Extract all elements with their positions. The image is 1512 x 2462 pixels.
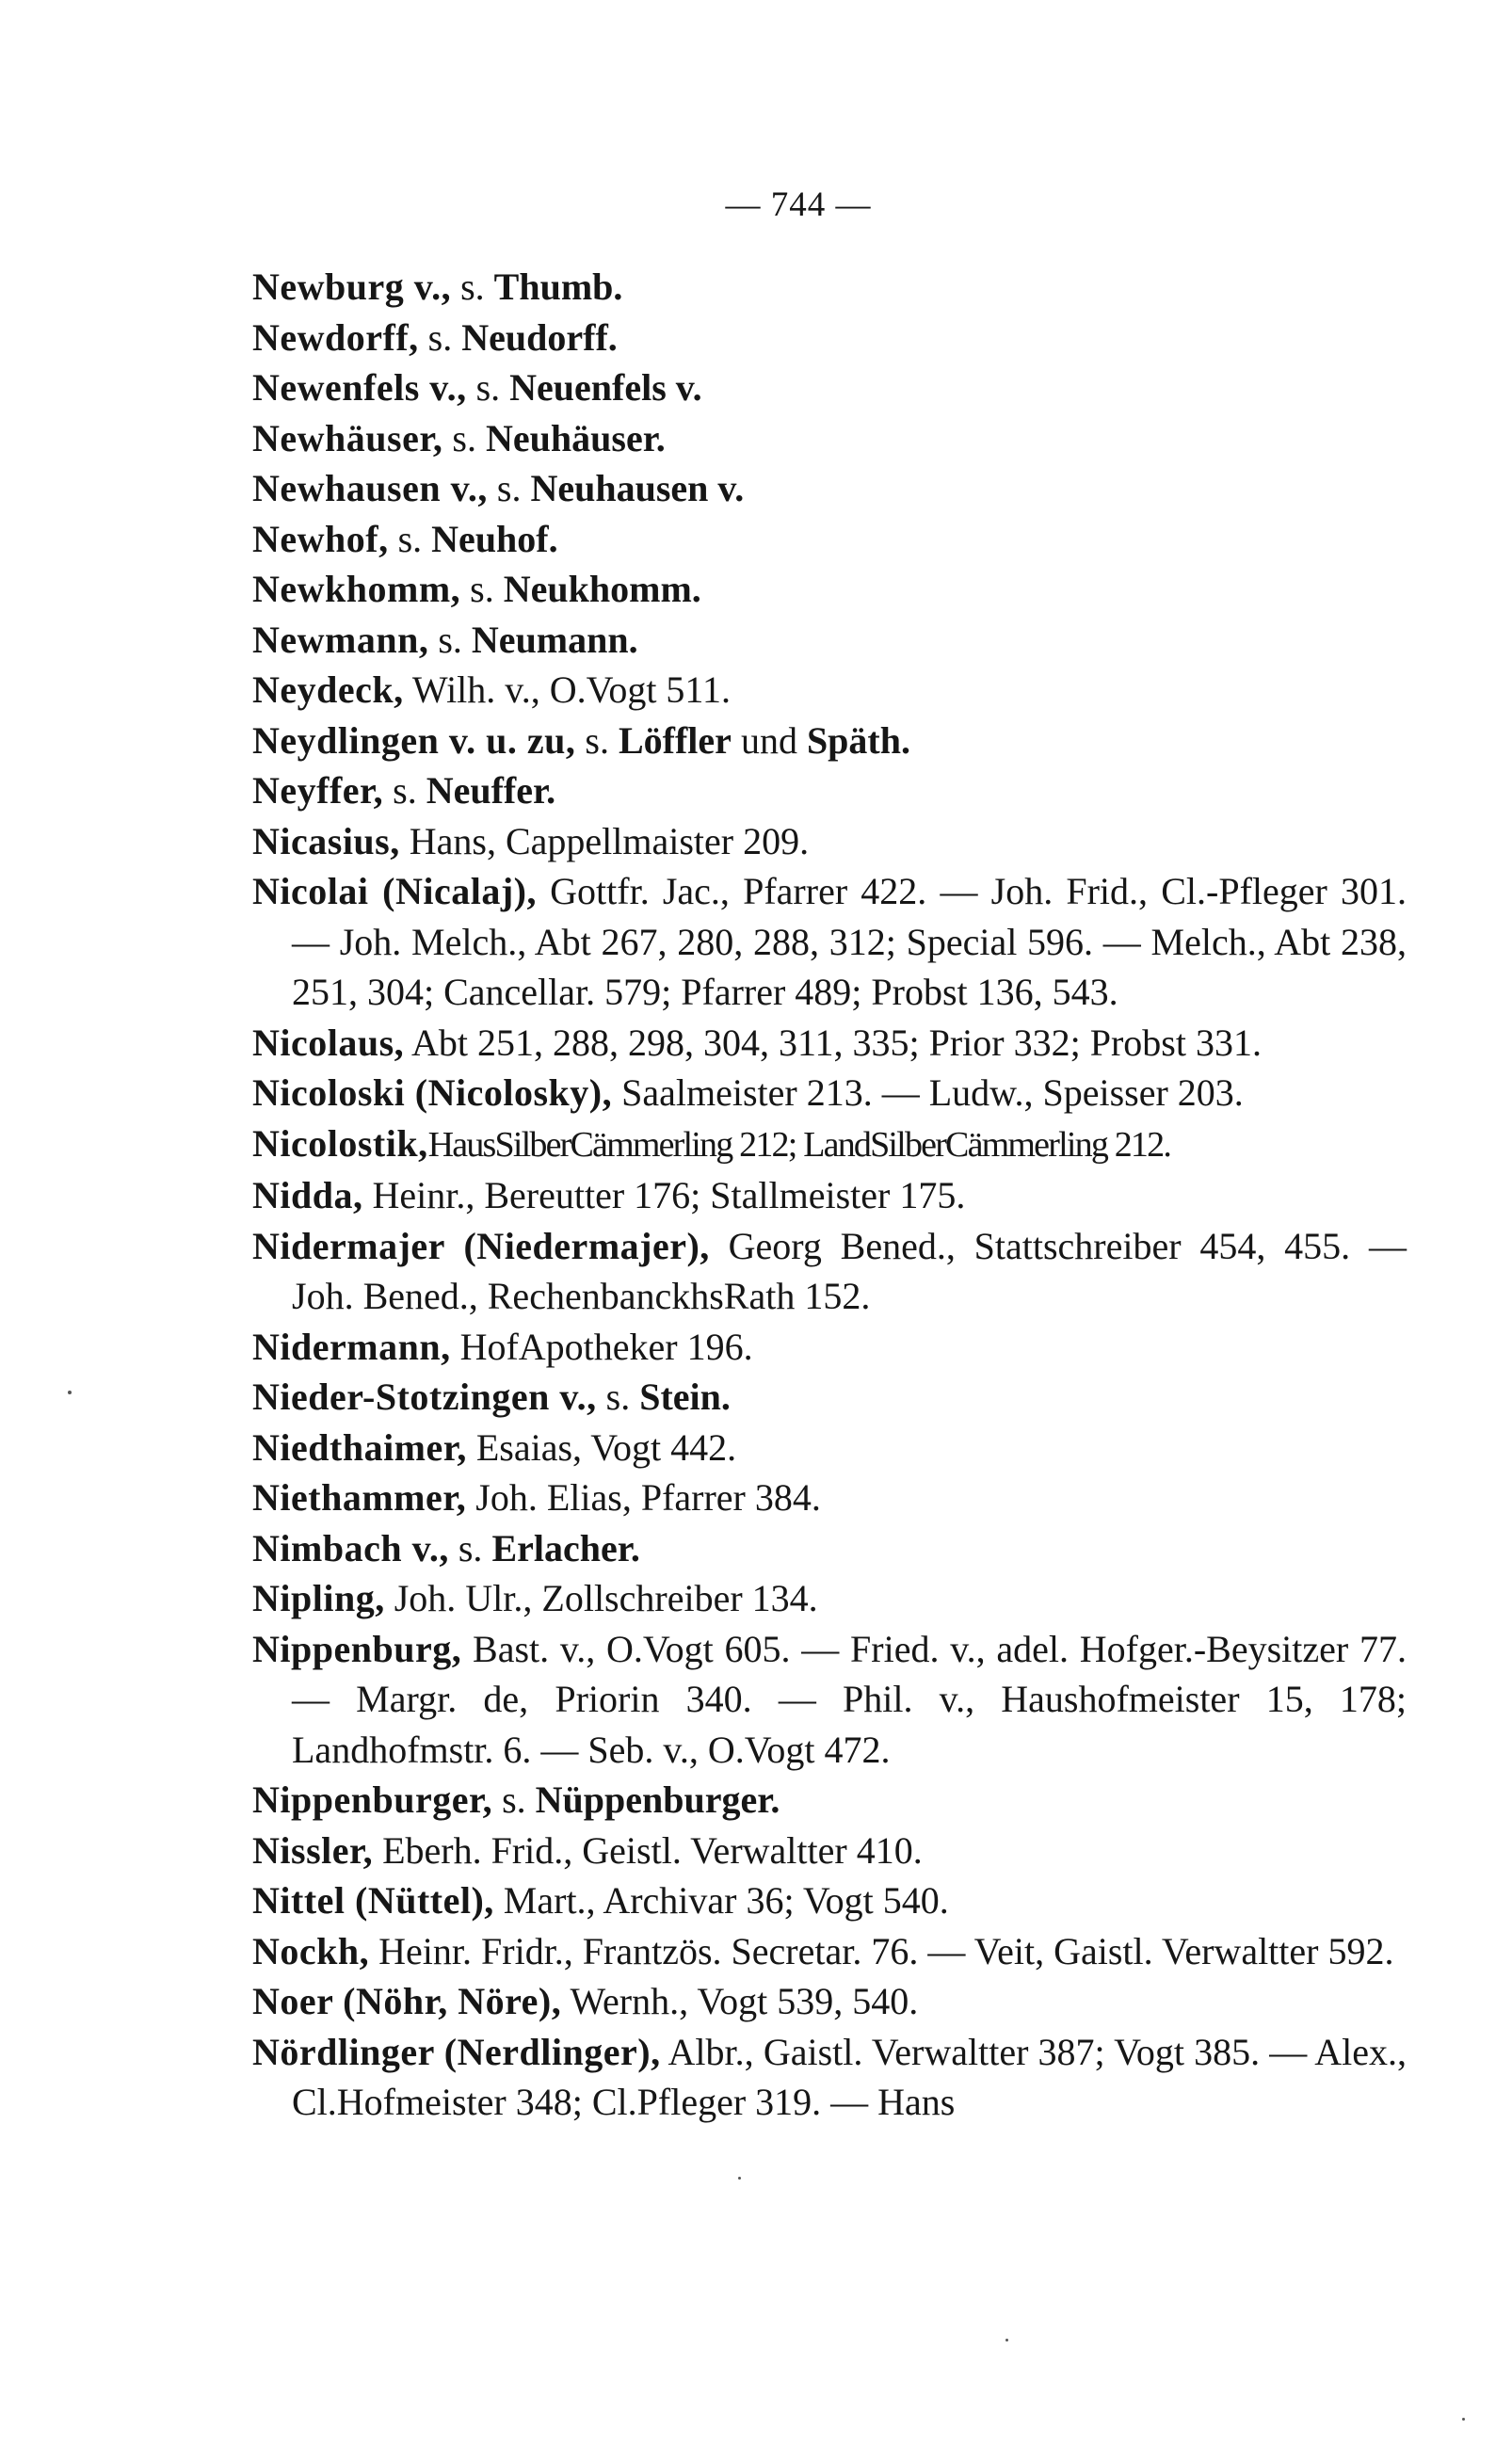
index-entry (252, 1523, 1407, 1574)
entry-headword: Nidda, (252, 1174, 363, 1216)
index-entry (252, 463, 1407, 514)
entry-headword: Newhof, (252, 517, 389, 560)
index-entry (252, 413, 1407, 464)
index-entry (252, 866, 1407, 1018)
entry-cross-reference: Neuhäuser. (486, 416, 666, 459)
index-entry (252, 816, 1407, 867)
entry-headword: Nicolai (Nicalaj), (252, 870, 537, 912)
entry-details: Hans, Cappellmaister 209. (399, 819, 810, 862)
entry-headword: Nicasius, (252, 819, 400, 862)
index-entry (252, 1221, 1407, 1322)
index-entry (252, 564, 1407, 615)
entry-see-marker: s. (428, 618, 472, 661)
entry-details: HofApotheker 196. (450, 1325, 753, 1368)
index-entry (252, 1775, 1407, 1826)
index-entry (252, 615, 1407, 666)
entry-see-marker: s. (487, 467, 531, 509)
entry-headword: Nicolaus, (252, 1021, 405, 1064)
index-entry (252, 362, 1407, 413)
entry-see-marker: s. (460, 568, 504, 610)
index-entry (252, 1976, 1407, 2027)
entry-headword: Nidermajer (Niedermajer), (252, 1224, 710, 1267)
entry-details: Mart., Archivar 36; Vogt 540. (493, 1879, 949, 1922)
entry-headword: Nicoloski (Nicolosky), (252, 1071, 613, 1114)
entry-cross-reference: Thumb. (493, 266, 623, 308)
index-entry (252, 1472, 1407, 1523)
entry-cross-reference: Neukhomm. (503, 568, 701, 610)
entry-cross-reference: Neudorff. (461, 315, 618, 359)
print-speck (68, 1391, 72, 1394)
entry-details: HausSilberCämmerling 212; LandSilberCämmerling 212. (427, 1124, 1171, 1165)
entry-details: Georg Bened., Stattschreiber 454, 455. — Joh. Bened., RechenbanckhsRath 152. (292, 1224, 1407, 1317)
entry-cross-reference: Neuhof. (431, 517, 558, 560)
entry-cross-reference: Löffler (618, 718, 732, 762)
entry-headword: Nördlinger (Nerdlinger), (252, 2030, 661, 2073)
index-entry (252, 1118, 1407, 1171)
index-entry (252, 665, 1407, 716)
print-speck (1005, 2339, 1008, 2341)
entry-details: Saalmeister 213. — Ludw., Speisser 203. (612, 1071, 1244, 1114)
entry-see-marker: s. (492, 1778, 536, 1821)
entry-details: Esaias, Vogt 442. (466, 1425, 737, 1469)
entry-headword: Newhäuser, (252, 416, 443, 459)
entry-see-marker: s. (466, 366, 510, 409)
entry-headword: Neydeck, (252, 668, 404, 711)
entry-headword: Noer (Nöhr, Nöre), (252, 1980, 562, 2022)
entry-headword: Nippenburg, (252, 1627, 462, 1670)
entry-details: Eberh. Frid., Geistl. Verwaltter 410. (373, 1828, 923, 1872)
entry-headword: Newhausen v., (252, 467, 488, 509)
index-entry (252, 1372, 1407, 1423)
entry-headword: Newburg v., (252, 266, 452, 308)
entry-see-marker: s. (418, 315, 462, 359)
print-speck (1462, 2418, 1465, 2421)
index-entry (252, 1875, 1407, 1926)
entry-headword: Nippenburger, (252, 1778, 493, 1821)
entry-headword: Nissler, (252, 1828, 374, 1872)
entry-details: Albr., Gaistl. Verwaltter 387; Vogt 385. — Alex., Cl.Hofmeister 348; Cl.Pfleger 319. — Hans (292, 2030, 1407, 2123)
entry-headword: Nittel (Nüttel), (252, 1879, 494, 1922)
entry-headword: Nipling, (252, 1577, 385, 1619)
index-entry (252, 1170, 1407, 1221)
index-entry (252, 514, 1407, 565)
entry-see-marker: s. (451, 266, 494, 308)
entry-headword: Nidermann, (252, 1325, 451, 1368)
index-entry (252, 313, 1407, 363)
entry-details: Joh. Elias, Pfarrer 384. (466, 1476, 821, 1519)
index-entry (252, 1423, 1407, 1473)
entry-see-marker: s. (596, 1376, 640, 1418)
entry-cross-reference: Späth. (806, 718, 910, 762)
entry-details: Bast. v., O.Vogt 605. — Fried. v., adel. Hofger.-Beysitzer 77. — Margr. de, Priorin 340. — Phil. v., Haushofmeister 15, 178; Landhofmstr. 6. — Seb. v., O.Vogt 472. (292, 1627, 1407, 1771)
entry-see-marker: s. (388, 517, 432, 560)
entry-see-marker: s. (448, 1526, 492, 1569)
entry-cross-reference: Neumann. (471, 618, 638, 661)
page-number: — 744 — (725, 185, 872, 224)
entry-headword: Neyffer, (252, 769, 384, 812)
entry-headword: Neydlingen v. u. zu, (252, 718, 576, 762)
index-entry (252, 1826, 1407, 1876)
entry-headword: Nicolostik, (252, 1121, 428, 1165)
index-entry (252, 1068, 1407, 1118)
index-entry (252, 765, 1407, 816)
entry-see-marker: s. (383, 769, 426, 812)
entry-details: Gottfr. Jac., Pfarrer 422. — Joh. Frid., Cl.-Pfleger 301. — Joh. Melch., Abt 267, 280, 288, 312; Special 596. — Melch., Abt 238, 251, 304; Cancellar. 579; Pfarrer 489; Probst 136, 543. (292, 870, 1407, 1013)
index-entry (252, 1926, 1407, 1977)
entry-headword: Niethammer, (252, 1476, 467, 1519)
entry-details: Abt 251, 288, 298, 304, 311, 335; Prior 332; Probst 331. (404, 1021, 1262, 1064)
entry-cross-reference: Erlacher. (491, 1526, 640, 1569)
print-speck (738, 2177, 741, 2180)
index-entry (252, 2027, 1407, 2128)
index-entries (252, 262, 1407, 2128)
entry-see-marker: s. (442, 416, 486, 459)
entry-cross-reference: Nüppenburger. (535, 1778, 780, 1821)
index-entry (252, 262, 1407, 313)
entry-cross-reference: Neuenfels v. (509, 366, 702, 409)
entry-conjunction: und (731, 718, 807, 762)
entry-see-marker: s. (575, 718, 619, 762)
index-entry (252, 1624, 1407, 1776)
index-entry (252, 1018, 1407, 1069)
index-entry (252, 1573, 1407, 1624)
entry-headword: Nimbach v., (252, 1526, 449, 1569)
entry-details: Heinr. Fridr., Frantzös. Secretar. 76. — Veit, Gaistl. Verwaltter 592. (369, 1929, 1394, 1972)
entry-headword: Newenfels v., (252, 366, 467, 409)
entry-details: Heinr., Bereutter 176; Stallmeister 175. (362, 1174, 966, 1216)
entry-cross-reference: Neuffer. (426, 769, 556, 812)
entry-headword: Nockh, (252, 1929, 370, 1972)
entry-details: Wilh. v., O.Vogt 511. (403, 668, 731, 711)
entry-headword: Nieder-Stotzingen v., (252, 1376, 597, 1418)
entry-headword: Newkhomm, (252, 568, 461, 610)
entry-details: Joh. Ulr., Zollschreiber 134. (384, 1577, 818, 1619)
entry-details: Wernh., Vogt 539, 540. (561, 1980, 919, 2022)
entry-headword: Newdorff, (252, 315, 419, 359)
entry-headword: Newmann, (252, 618, 429, 661)
entry-cross-reference: Neuhausen v. (530, 467, 745, 509)
index-entry (252, 716, 1407, 766)
entry-cross-reference: Stein. (639, 1376, 731, 1418)
index-entry (252, 1322, 1407, 1373)
entry-headword: Niedthaimer, (252, 1425, 467, 1469)
